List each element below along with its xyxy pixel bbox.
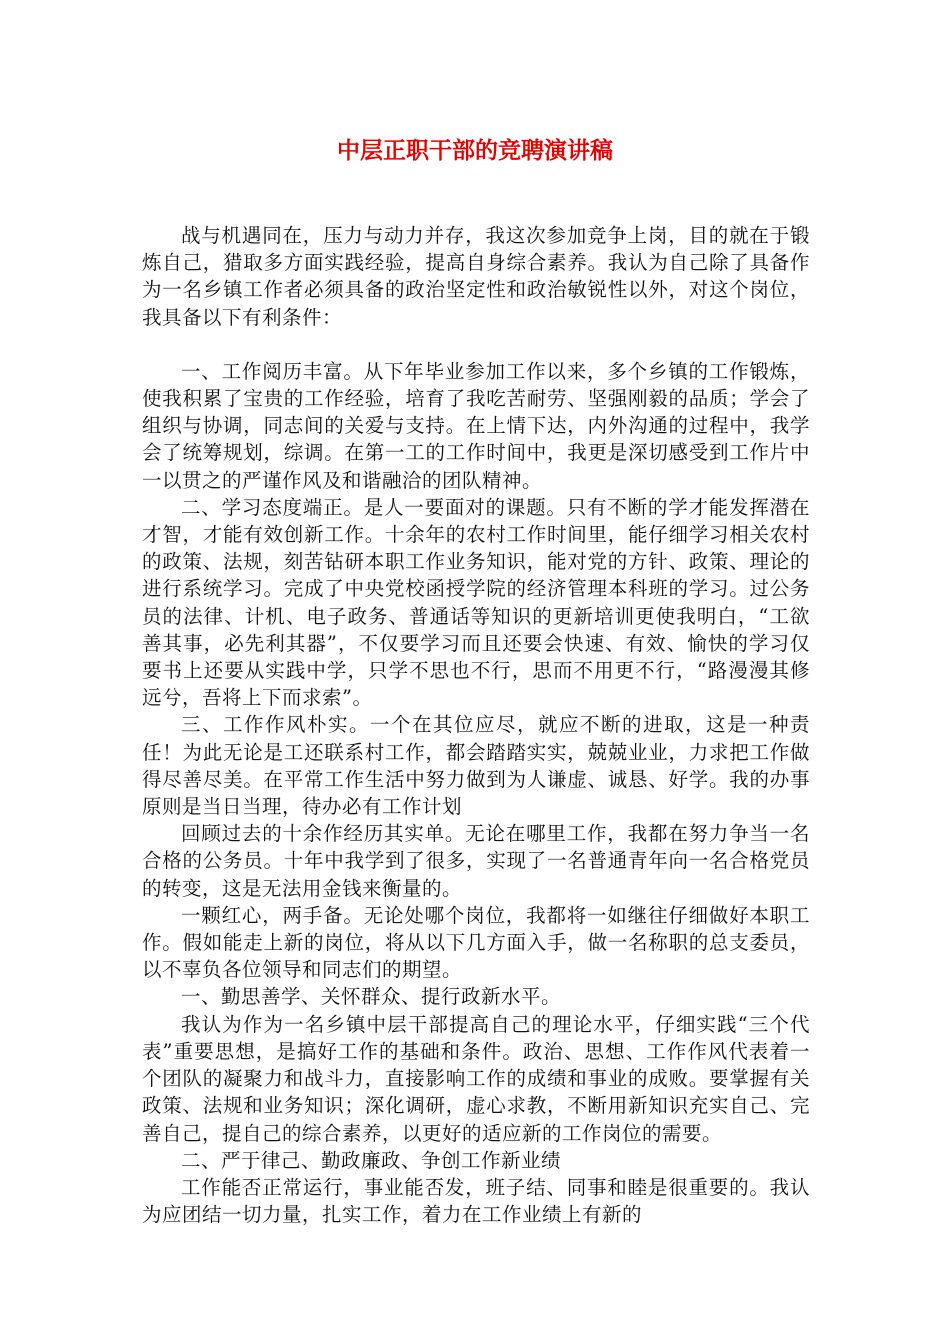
paragraph-intro: 战与机遇同在，压力与动力并存，我这次参加竞争上岗，目的就在于锻炼自己，猎取多方面实践经验，提高自身综合素养。我认为自己除了具备作为一名乡镇工作者必须具备的政治坚定性和政治敏锐性以外，对这个岗位，我具备以下有利条件： xyxy=(142,224,810,329)
paragraph-learning: 二、学习态度端正。是人一要面对的课题。只有不断的学才能发挥潜在才智，才能有效创新工作。十余年的农村工作时间里，能仔细学习相关农村的政策、法规，刻苦钻研本职工作业务知识，能对党的方针、政策、理论的进行系统学习。完成了中央党校函授学院的经济管理本科班的学习。过公务员的法律、计机、电子政务、普通话等知识的更新培训更使我明白，“工欲善其事，必先利其器”，不仅要学习而且还要会快速、有效、愉快的学习仅要书上还要从实践中学，只学不思也不行，思而不用更不行，“路漫漫其修远兮，吾将上下而求索”。 xyxy=(142,495,810,710)
paragraph-theory: 我认为作为一名乡镇中层干部提高自己的理论水平，仔细实践“三个代表”重要思想，是搞好工作的基础和条件。政治、思想、工作作风代表着一个团队的凝聚力和战斗力，直接影响工作的成绩和事业的成败。要掌握有关政策、法规和业务知识；深化调研，虚心求教，不断用新知识充实自己、完善自己，提自己的综合素养，以更好的适应新的工作岗位的需要。 xyxy=(142,1012,810,1145)
document-body xyxy=(142,222,810,1228)
paragraph-review: 回顾过去的十余作经历其实单。无论在哪里工作，我都在努力争当一名合格的公务员。十年中我学到了很多，实现了一名普通青年向一名合格党员的转变，这是无法用金钱来衡量的。 xyxy=(142,822,810,900)
paragraph-experience: 一、工作阅历丰富。从下年毕业参加工作以来，多个乡镇的工作锻炼，使我积累了宝贵的工作经验，培育了我吃苦耐劳、坚强刚毅的品质；学会了组织与协调，同志间的关爱与支持。在上情下达，内外沟通的过程中，我学会了统筹规划，综调。在第一工的工作时间中，我更是深切感受到工作片中一以贯之的严谨作风及和谐融洽的团队精神。 xyxy=(142,359,810,492)
paragraph-unity: 工作能否正常运行，事业能否发，班子结、同事和睦是很重要的。我认为应团结一切力量，扎实工作，着力在工作业绩上有新的 xyxy=(142,1175,810,1227)
document-title: 中层正职干部的竞聘演讲稿 xyxy=(337,138,613,164)
heading-point-one: 一、勤思善学、关怀群众、提行政新水平。 xyxy=(181,985,562,1009)
paragraph-commitment: 一颗红心，两手备。无论处哪个岗位，我都将一如继往仔细做好本职工作。假如能走上新的岗位，将从以下几方面入手，做一名称职的总支委员，以不辜负各位领导和同志们的期望。 xyxy=(142,903,810,982)
paragraph-work-style: 三、工作作风朴实。一个在其位应尽，就应不断的进取，这是一种责任！为此无论是工还联系村工作，都会踏踏实实，兢兢业业，力求把工作做得尽善尽美。在平常工作生活中努力做到为人谦虚、诚恳、好学。我的办事原则是当日当理，待办必有工作计划 xyxy=(142,713,810,819)
paragraph-spacer xyxy=(142,331,810,358)
heading-point-two: 二、严于律己、勤政廉政、争创工作新业绩 xyxy=(181,1148,562,1172)
